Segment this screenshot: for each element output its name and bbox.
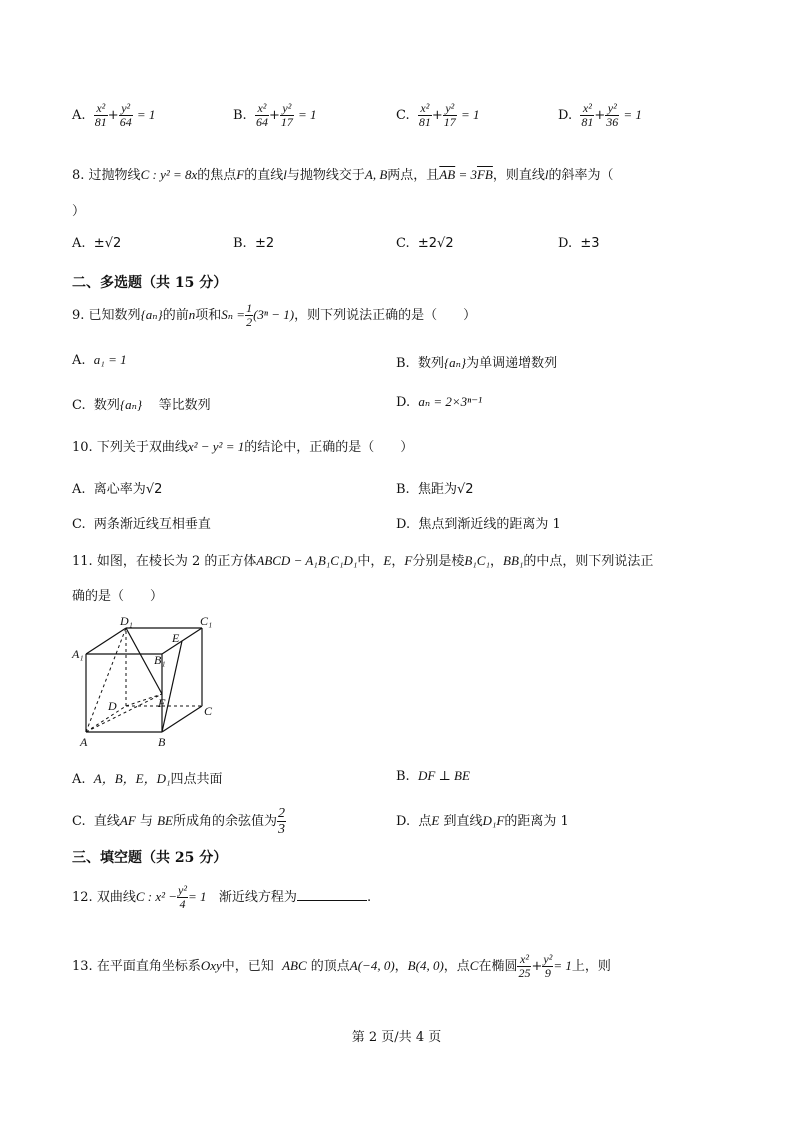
label-b: B [158,735,166,749]
q10-option-c: C. 两条渐近线互相垂直 [72,517,211,532]
edge-a1-d1 [86,628,126,654]
q7-option-a: A. $\frac{\text{x²}}{81}$ + $\frac{\text{y²}}{64}$ = 1 [72,101,156,129]
label-f: F [158,696,166,710]
label-c1: C₁ [200,614,213,628]
q7-option-d: D. $\frac{\text{x²}}{81}$ + $\frac{\text{y²}}{36}$ = 1 [558,101,642,129]
q10-stem: 10. 下列关于双曲线x² − y² = 1的结论中，正确的是（ ） [72,439,414,455]
q13-stem: 13. 在平面直角坐标系Oxy中，已知 ABC 的顶点A(−4, 0)，B(4, 0)，点C在椭圆 $\frac{\text{x²}}{25}$ + $\frac{\text{y²}}{9}$ = 1上，则 [72,952,611,980]
q10-option-d: D. 焦点到渐近线的距离为 1 [396,517,561,532]
q10-option-b: B. 焦距为√2 [396,482,474,497]
fraction: $\frac{\text{y²}}{17}$ [443,101,456,129]
section-heading-fill-in: 三、填空题（共 25 分） [72,850,228,866]
fraction: $\frac{\text{y²}}{4}$ [178,883,187,911]
q10-option-a: A. 离心率为√2 [72,482,163,497]
q8-stem: 8. 过抛物线C : y² = 8x的焦点F的直线l与抛物线交于A, B两点，且$\overline{AB} = 3\overline{FB}$，则直线l的斜率为（ [72,167,614,183]
segment-a-f [86,694,162,732]
q9-option-b: B. 数列{aₙ}为单调递增数列 [396,355,558,371]
answer-blank[interactable] [297,888,367,901]
fraction: $\frac{\text{x²}}{81}$ [418,101,431,129]
q12-stem: 12. 双曲线C : x² − $\frac{\text{y²}}{4}$ = 1 渐近线方程为 . [72,883,372,911]
segment-a-d1 [86,628,126,732]
q11-option-a: A. A，B，E，D₁四点共面 [72,771,223,787]
q7-option-c: C. $\frac{\text{x²}}{81}$ + $\frac{\text{y²}}{17}$ = 1 [396,101,480,129]
label-e: E [172,631,180,645]
q8-stem-line2: ） [72,204,86,219]
fraction: $\frac{\text{x²}}{81}$ [94,101,107,129]
label-a: A [80,735,88,749]
q11-stem-line2: 确的是（ ） [72,589,164,604]
q11-option-b: B. DF ⊥ BE [396,768,470,784]
q11-option-c: C. 直线AF 与 BE所成角的余弦值为 $\frac{2}{3}$ [72,806,285,837]
fraction: $\frac{\text{x²}}{64}$ [255,101,268,129]
label-c: C [204,704,213,718]
q11-option-d: D. 点E 到直线D₁F的距离为 1 [396,813,569,829]
q9-stem: 9. 已知数列{aₙ}的前n项和Sₙ = $\frac{1}{2}$ (3ⁿ − 1)，则下列说法正确的是（ ） [72,301,477,329]
fraction: $\frac{1}{2}$ [246,301,253,329]
fraction: $\frac{\text{y²}}{9}$ [543,952,553,980]
segment-d-f [126,694,162,706]
fraction: $\frac{\text{x²}}{81}$ [581,101,594,129]
q9-option-c: C. 数列{aₙ} 等比数列 [72,397,211,413]
q8-option-a: A. ±√2 [72,236,122,251]
q9-option-d: D. aₙ = 2×3ⁿ⁻¹ [396,394,483,410]
q8-option-b: B. ±2 [233,236,275,251]
fraction: $\frac{\text{y²}}{17}$ [280,101,293,129]
q11-stem: 11. 如图，在棱长为 2 的正方体ABCD − A₁B₁C₁D₁中，E，F分别是棱B₁C₁，BB₁的中点，则下列说法正 [72,553,654,569]
edge-c-b [162,706,202,732]
q8-option-d: D. ±3 [558,236,600,251]
label-d1: D₁ [120,614,133,628]
fraction: $\frac{2}{3}$ [278,806,285,837]
q8-option-c: C. ±2√2 [396,236,454,251]
fraction: $\frac{\text{y²}}{36}$ [606,101,619,129]
section-heading-multiple-choice: 二、多选题（共 15 分） [72,275,228,291]
label-a1: A₁ [72,647,84,661]
label-b1: B₁ [154,653,166,667]
fraction: $\frac{\text{x²}}{25}$ [518,952,531,980]
edge-a-d [86,706,126,732]
q9-option-a: A. a₁ = 1 [72,352,127,368]
cube-figure [70,612,230,752]
label-d: D [108,699,117,713]
q7-option-b: B. $\frac{\text{x²}}{64}$ + $\frac{\text{y²}}{17}$ = 1 [233,101,317,129]
page-footer: 第 2 页/共 4 页 [351,1030,442,1045]
fraction: $\frac{\text{y²}}{64}$ [119,101,132,129]
